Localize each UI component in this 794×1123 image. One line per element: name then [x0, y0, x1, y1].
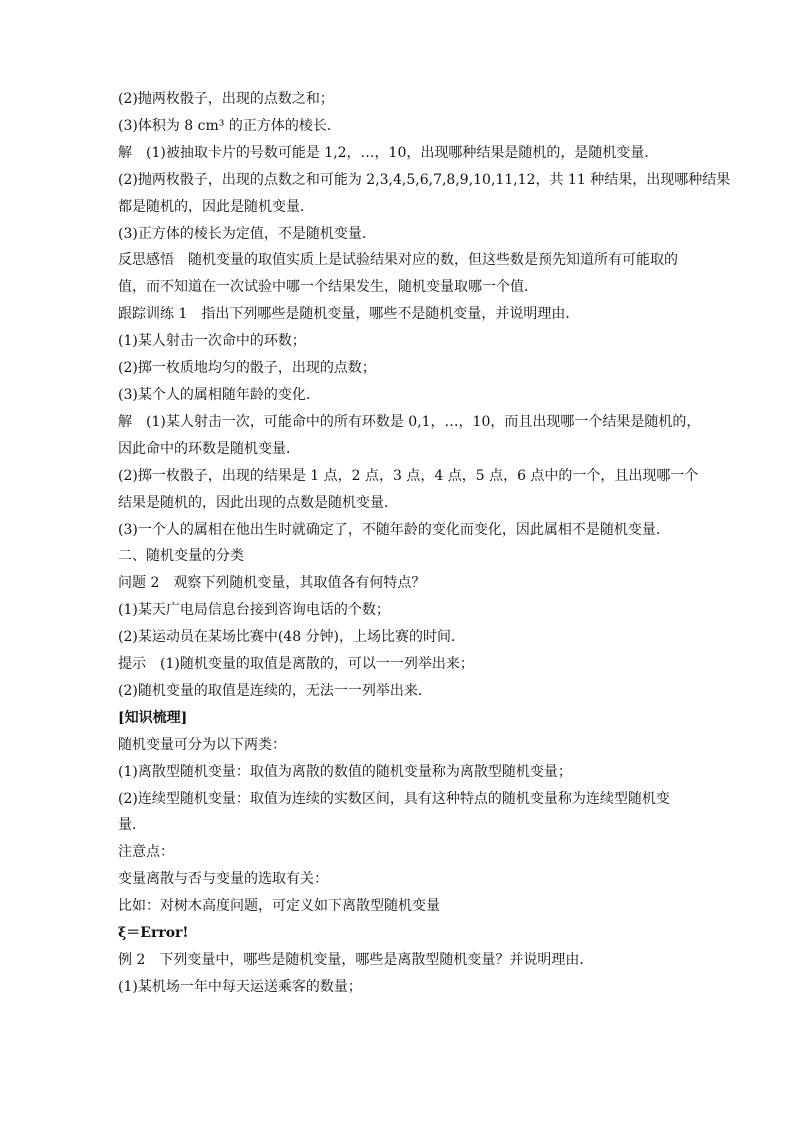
text-line: (3)正方体的棱长为定值，不是随机变量．	[118, 225, 376, 242]
text-line: 值，而不知道在一次试验中哪一个结果发生，随机变量取哪一个值．	[118, 279, 538, 296]
text-line: 解 (1)某人射击一次，可能命中的所有环数是 0,1，…，10，而且出现哪一个结果是随机的，	[118, 413, 701, 430]
text-line: 因此命中的环数是随机变量．	[118, 440, 300, 457]
text-line: (1)某天广电局信息台接到咨询电话的个数；	[118, 602, 390, 619]
text-line: 量．	[118, 817, 146, 834]
text-line: 变量离散与否与变量的选取有关：	[118, 871, 328, 888]
text-line: 反思感悟 随机变量的取值实质上是试验结果对应的数，但这些数是预先知道所有可能取的	[118, 252, 678, 269]
text-line: 问题 2 观察下列随机变量，其取值各有何特点？	[118, 575, 426, 592]
text-line: 随机变量可分为以下两类：	[118, 736, 286, 753]
text-line: (1)离散型随机变量：取值为离散的数值的随机变量称为离散型随机变量；	[118, 763, 572, 780]
text-line: 注意点：	[118, 844, 174, 861]
text-line: (1)某机场一年中每天运送乘客的数量；	[118, 978, 362, 995]
text-line: 解 (1)被抽取卡片的号数可能是 1,2，…，10，出现哪种结果是随机的，是随机变量．	[118, 144, 659, 161]
text-line: (2)连续型随机变量：取值为连续的实数区间，具有这种特点的随机变量称为连续型随机变	[118, 790, 670, 807]
text-line: (3)体积为 8 cm³ 的正方体的棱长．	[118, 117, 341, 134]
text-line: (3)某个人的属相随年龄的变化．	[118, 386, 320, 403]
section-heading: 二、随机变量的分类	[118, 548, 244, 565]
text-line: (2)某运动员在某场比赛中(48 分钟)，上场比赛的时间．	[118, 629, 466, 646]
text-line: (2)掷一枚质地均匀的骰子，出现的点数；	[118, 360, 376, 377]
knowledge-heading: [知识梳理]	[118, 709, 188, 726]
text-line: (3)一个人的属相在他出生时就确定了，不随年龄的变化而变化，因此属相不是随机变量．	[118, 521, 670, 538]
document-body	[118, 86, 731, 1001]
text-line: 跟踪训练 1 指出下列哪些是随机变量，哪些不是随机变量，并说明理由．	[118, 306, 580, 323]
text-line: 比如：对树木高度问题，可定义如下离散型随机变量	[118, 898, 440, 915]
formula-line: ξ＝Error!	[118, 925, 189, 942]
text-line: (2)抛两枚骰子，出现的点数之和；	[118, 91, 334, 107]
text-line: (2)抛两枚骰子，出现的点数之和可能为 2,3,4,5,6,7,8,9,10,11,12，共 11 种结果，出现哪种结果	[118, 171, 731, 188]
text-line: 结果是随机的，因此出现的点数是随机变量．	[118, 494, 398, 511]
text-line: (1)某人射击一次命中的环数；	[118, 333, 306, 350]
text-line: (2)掷一枚骰子，出现的结果是 1 点，2 点，3 点，4 点，5 点，6 点中的一个，且出现哪一个	[118, 467, 699, 484]
text-line: 都是随机的，因此是随机变量．	[118, 198, 314, 215]
text-line: 例 2 下列变量中，哪些是随机变量，哪些是离散型随机变量？并说明理由．	[118, 952, 594, 968]
text-line: (2)随机变量的取值是连续的，无法一一列举出来．	[118, 682, 432, 699]
text-line: 提示 (1)随机变量的取值是离散的，可以一一列举出来；	[118, 656, 474, 673]
